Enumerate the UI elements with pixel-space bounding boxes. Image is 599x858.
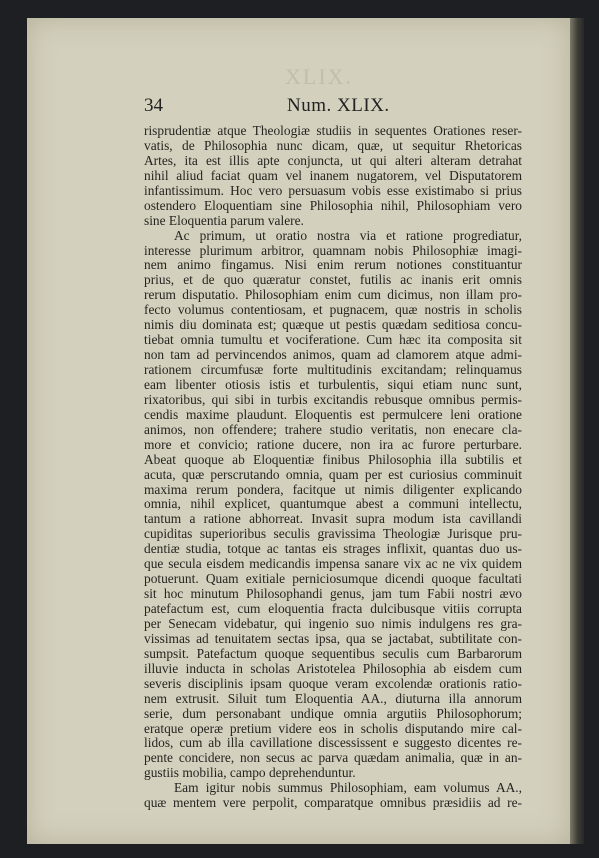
- page-header: [144, 95, 444, 119]
- page-edge: [570, 18, 584, 844]
- text-line: gustiis mobilia, campo deprehenduntur.: [144, 766, 356, 781]
- text-line: infantissimum. Hoc vero persuasum vobis esse existimabo si prius: [144, 183, 522, 198]
- text-line: eratque operæ pretium videre eos in scholis disputando mire cal-: [144, 721, 522, 736]
- body-text: [144, 124, 522, 811]
- text-line: rationem circumfusæ forte multitudinis excitandam; relinquamus: [144, 363, 522, 377]
- text-line: nimis diu dominata est; quæque ut pestis quædam seditiosa concu-: [144, 318, 522, 333]
- text-line: illuvie inducta in scholas Aristotelea Philosophia ab eisdem cum: [144, 661, 522, 676]
- text-line: dentiæ studia, totque ac tantas eis strages inflixit, quantas duo us-: [144, 542, 522, 557]
- text-line: nem extrusit. Siluit tum Eloquentia AA., diuturna illa annorum: [144, 691, 522, 706]
- text-line: lidos, cum ab illa cavillatione discessissent e suggesto dicentes re-: [144, 736, 522, 751]
- text-line: Eam igitur nobis summus Philosophiam, eam volumus AA.,: [174, 781, 522, 796]
- text-line: eam libenter otiosis istis et turbulentis, siqui etiam nunc sunt,: [144, 377, 522, 392]
- text-line: patefactum est, cum eloquentia fracta dulcibusque vitiis corrupta: [144, 602, 522, 616]
- bleed-through-text: XLIX.: [285, 64, 354, 89]
- text-line: rerum disputatio. Philosophiam enim cum dicimus, non illam pro-: [144, 288, 522, 303]
- text-line: quæ mentem vere perpolit, comparatque omnibus præsidiis ad re-: [144, 796, 522, 811]
- text-line: tantum a ratione abhorreat. Invasit supra modum ista cavillandi: [144, 512, 522, 527]
- text-line: ostendero Eloquentiam sine Philosophia nihil, Philosophiam vero: [144, 198, 522, 213]
- text-line: rixatoribus, qui sibi in turbis excitandis rebusque omnibus permis-: [144, 392, 522, 407]
- text-line: sine Eloquentia parum valere.: [144, 213, 304, 228]
- text-line: Artes, ita est illis apte conjuncta, ut qui alteri alteram detrahat: [144, 153, 522, 168]
- text-line: sumpsit. Patefactum quoque sequentibus seculis cum Barbarorum: [144, 646, 522, 661]
- text-line: prius, et de quo quæratur constet, futilis ac inanis erit omnis: [144, 273, 522, 288]
- text-line: maxima rerum pondera, facitque ut nimis diligenter explicando: [144, 482, 522, 497]
- text-line: risprudentiæ atque Theologiæ studiis in sequentes Orationes reser-: [144, 124, 522, 138]
- text-line: interesse plurimum arbitror, quamnam nobis Philosophiæ imagi-: [144, 243, 522, 258]
- text-line: pente concidere, non secus ac parva quædam animalia, quæ in an-: [144, 751, 522, 766]
- page-number: 34: [144, 95, 163, 116]
- text-line: vissimas ad tenuitatem sectas ipsa, qua se jactabat, subtilitate con-: [144, 631, 522, 646]
- text-line: nihil aliud faciat quam vel inanem nugatorem, vel Disputatorem: [144, 168, 522, 183]
- text-line: potuerunt. Quam exitiale perniciosumque dicendi quoque facultati: [144, 572, 522, 587]
- text-line: cendis maxime plaudunt. Eloquentis est permulcere leni oratione: [144, 407, 522, 422]
- text-line: cupiditas superioribus seculis gravissima Theologiæ Jurisque pru-: [144, 527, 522, 542]
- text-line: non tam ad pervincendos animos, quam ad clamorem atque admi-: [144, 348, 522, 363]
- text-line: more et convicio; ratione ducere, non ira ac furore perturbare.: [144, 437, 522, 452]
- text-line: acuta, quæ perscrutando omnia, quam per est curiosius comminuit: [144, 467, 522, 482]
- text-line: fecto volumus contentiosam, et pugnacem, quæ nostris in scholis: [144, 303, 522, 318]
- text-line: per Senecam videbatur, qui ingenio suo nimis indulgens res gra-: [144, 616, 522, 631]
- text-line: nem animo fingamus. Nisi enim rerum notiones constituantur: [144, 258, 522, 273]
- running-title: Num. XLIX.: [287, 95, 390, 116]
- text-line: tiebat omnia tumultu et vociferatione. Cum hæc ita composita sit: [144, 333, 522, 348]
- text-line: vatis, de Philosophia nunc dicam, quæ, ut sequitur Rhetoricas: [144, 138, 522, 153]
- text-line: animos, non offendere; trahere studio veritatis, non enecare cla-: [144, 422, 522, 437]
- text-line: severis disciplinis ipsam quoque veram excolendæ orationis ratio-: [144, 676, 522, 691]
- text-line: sit hoc minutum Philosophandi genus, jam tum Fabii nostri ævo: [144, 587, 522, 602]
- text-line: que secula eisdem medicandis impensa sanare vix ac ne vix quidem: [144, 557, 522, 572]
- text-line: serie, dum personabant undique omnia argutiis Philosophorum;: [144, 706, 522, 721]
- text-line: Ac primum, ut oratio nostra via et ratione progrediatur,: [174, 228, 522, 243]
- text-line: omnia, nihil explicet, quantumque abest a communi intellectu,: [144, 497, 522, 512]
- text-line: Abeat quoque ab Eloquentiæ finibus Philosophia illa subtilis et: [144, 452, 522, 467]
